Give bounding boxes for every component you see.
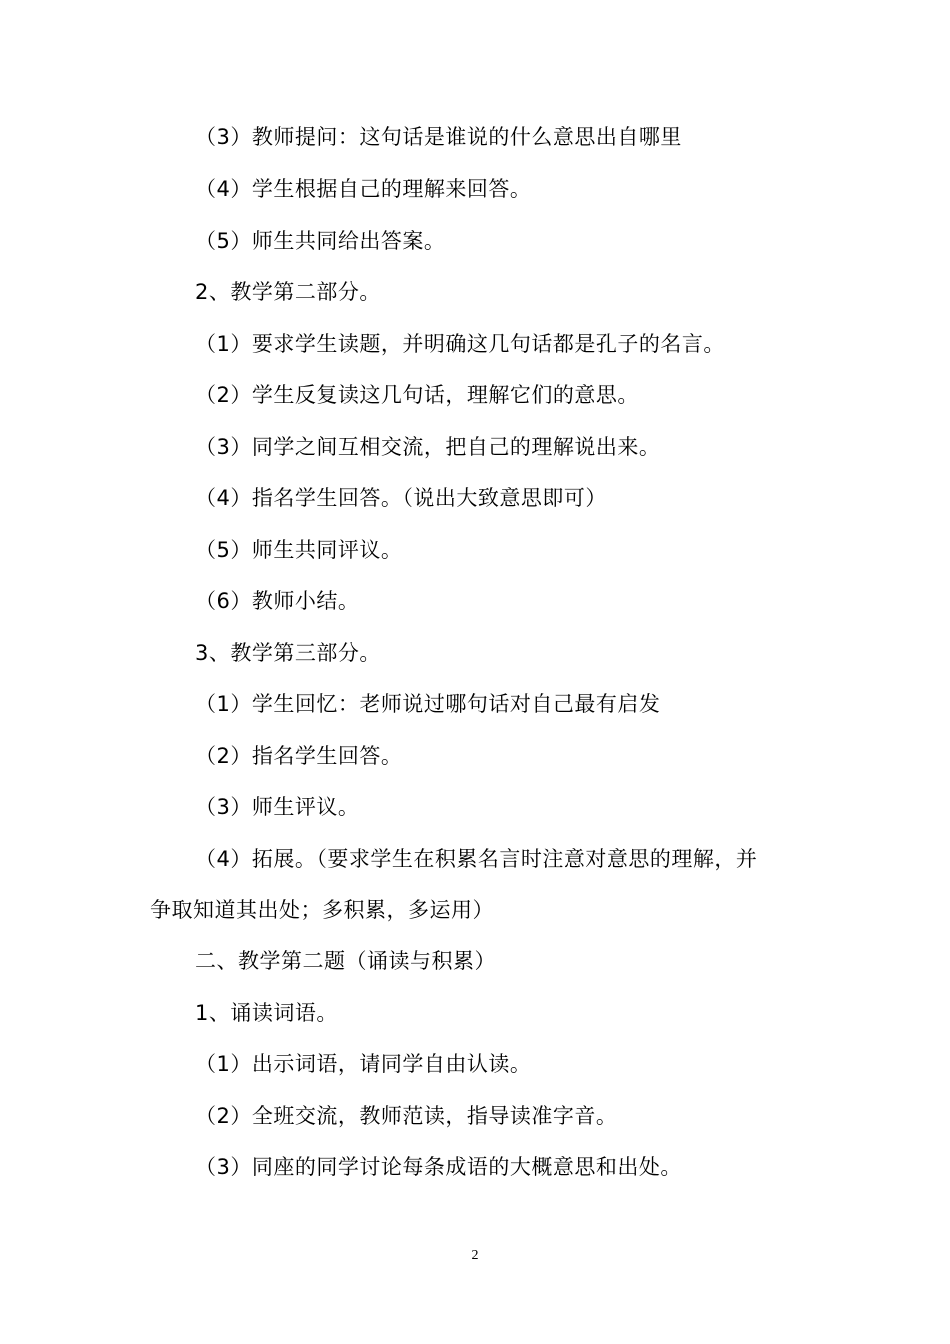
text-line-continuation: 争取知道其出处；多积累，多运用） (150, 898, 494, 922)
text-line: （6）教师小结。 (195, 589, 360, 613)
section-heading: 1、诵读词语。 (195, 1001, 338, 1025)
text-line: （5）师生共同评议。 (195, 538, 403, 562)
section-heading: 二、教学第二题（诵读与积累） (195, 949, 496, 973)
text-line: （4）拓展。（要求学生在积累名言时注意对意思的理解，并 (195, 847, 758, 871)
text-line: （2）全班交流，教师范读，指导读准字音。 (195, 1104, 618, 1128)
text-line: （2）指名学生回答。 (195, 744, 403, 768)
text-line: （3）教师提问：这句话是谁说的什么意思出自哪里 (195, 125, 682, 149)
text-line: （4）学生根据自己的理解来回答。 (195, 177, 532, 201)
text-line: （3）同学之间互相交流，把自己的理解说出来。 (195, 435, 661, 459)
section-heading: 3、教学第三部分。 (195, 641, 381, 665)
text-line: （5）师生共同给出答案。 (195, 229, 446, 253)
section-heading: 2、教学第二部分。 (195, 280, 381, 304)
text-line: （4）指名学生回答。（说出大致意思即可） (195, 486, 607, 510)
text-line: （1）出示词语，请同学自由认读。 (195, 1052, 532, 1076)
text-line: （3）师生评议。 (195, 795, 360, 819)
page-number: 2 (471, 1248, 479, 1263)
text-line: （2）学生反复读这几句话，理解它们的意思。 (195, 383, 639, 407)
text-line: （1）要求学生读题，并明确这几句话都是孔子的名言。 (195, 332, 725, 356)
text-line: （3）同座的同学讨论每条成语的大概意思和出处。 (195, 1155, 682, 1179)
text-line: （1）学生回忆：老师说过哪句话对自己最有启发 (195, 692, 661, 716)
